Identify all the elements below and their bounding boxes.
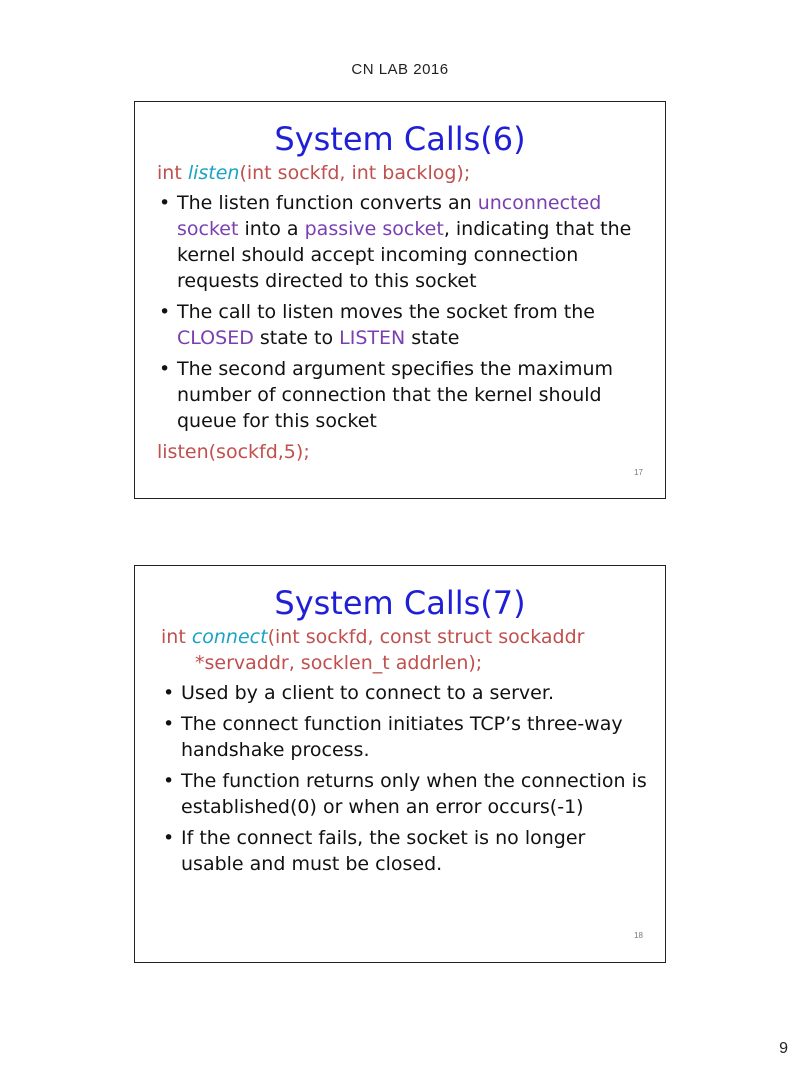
slide-number: 17: [634, 468, 643, 477]
page-header: CN LAB 2016: [351, 61, 449, 78]
bullet-item: • Used by a client to connect to a server.: [161, 680, 651, 706]
page-number: 9: [779, 1040, 788, 1057]
bullet-item: • The listen function converts an unconnected socket into a passive socket, indicating that the kernel should accept incoming connection requests directed to this socket: [157, 190, 651, 294]
highlight-term: passive socket: [304, 218, 444, 240]
bullet-item: • The function returns only when the connection is established(0) or when an error occurs(-1): [161, 768, 651, 820]
bullet-list: [161, 680, 651, 877]
signature-params: (int sockfd, int backlog);: [239, 162, 471, 184]
slide-number: 18: [634, 931, 643, 940]
highlight-term: CLOSED: [177, 327, 254, 349]
function-signature: [157, 160, 651, 186]
slide-system-calls-7: [134, 565, 666, 963]
signature-prefix: int: [157, 162, 188, 184]
slide-title: System Calls(6): [274, 120, 526, 158]
function-name: listen: [187, 162, 240, 184]
highlight-term: LISTEN: [339, 327, 406, 349]
bullet-item: • The connect function initiates TCP’s three-way handshake process.: [161, 711, 651, 763]
code-example: listen(sockfd,5);: [157, 441, 310, 463]
slide-content: [157, 160, 651, 465]
highlight-term: unconnected socket: [177, 192, 602, 240]
bullet-item: • The call to listen moves the socket from the CLOSED state to LISTEN state: [157, 299, 651, 351]
slide-title: System Calls(7): [274, 584, 526, 622]
function-signature-cont: *servaddr, socklen_t addrlen);: [195, 652, 483, 674]
bullet-list: [157, 190, 651, 434]
bullet-item: • If the connect fails, the socket is no longer usable and must be closed.: [161, 825, 651, 877]
signature-params: (int sockfd, const struct sockaddr: [267, 626, 585, 648]
signature-prefix: int: [161, 626, 192, 648]
bullet-item: • The second argument specifies the maximum number of connection that the kernel should queue for this socket: [157, 356, 651, 434]
function-signature: [161, 624, 651, 650]
slide-content: [161, 624, 651, 882]
slide-system-calls-6: [134, 101, 666, 499]
function-name: connect: [191, 626, 268, 648]
